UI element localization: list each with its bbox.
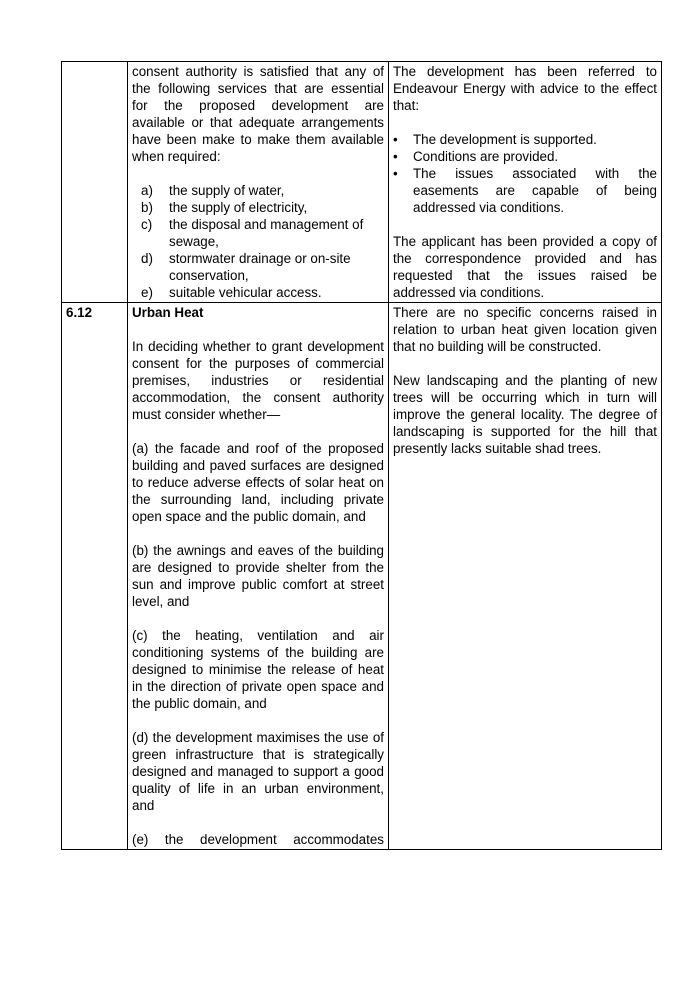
comment-cell (389, 303, 662, 850)
comment-bullets (393, 131, 657, 216)
comment-1: There are no specific concerns raised in relation to urban heat given location given that no building will be constructed. (393, 305, 657, 354)
clause-text-cell (128, 62, 389, 303)
list-item: a) the supply of water, (141, 183, 285, 198)
comment-2: New landscaping and the planting of new trees will be occurring which in turn will improve the general locality. The degree of landscaping is supported for the hill that presently lacks suitable shad trees. (393, 373, 657, 456)
comment-intro: The development has been referred to Endeavour Energy with advice to the effect that: (393, 64, 657, 113)
list-item: b) the supply of electricity, (141, 200, 308, 215)
list-item: • The development is supported. (393, 132, 597, 147)
comment-cell (389, 62, 662, 303)
bullet-icon: • (393, 132, 398, 147)
list-item: d) stormwater drainage or on-site conservation, (141, 251, 351, 283)
paragraph-a: (a) the facade and roof of the proposed building and paved surfaces are designed to reduce adverse effects of solar heat on the surrounding land, including private open space and the public domain, and (132, 441, 384, 524)
paragraph-b: (b) the awnings and eaves of the building are designed to provide shelter from the sun and improve public comfort at street level, and (132, 543, 384, 609)
bullet-icon: • (393, 166, 398, 181)
table-row (62, 303, 662, 850)
bullet-icon: • (393, 149, 398, 164)
list-item: • Conditions are provided. (393, 149, 559, 164)
clause-number-cell (62, 62, 128, 303)
clause-text-cell (128, 303, 389, 850)
services-list (132, 182, 384, 301)
clause-intro: In deciding whether to grant development consent for the purposes of commercial premises, industries or residential accommodation, the consent authority must consider whether— (132, 339, 384, 422)
paragraph-c: (c) the heating, ventilation and air conditioning systems of the building are designed to minimise the release of heat in the direction of private open space and the public domain, and (132, 628, 384, 711)
table-row (62, 62, 662, 303)
compliance-table (61, 61, 662, 850)
paragraph-e: (e) the development accommodates (132, 832, 384, 847)
list-item: c) the disposal and management of sewage, (141, 217, 364, 249)
clause-text: consent authority is satisfied that any of the following services that are essential for the proposed development are available or that adequate arrangements have been make to make them available when required: (132, 64, 384, 164)
comment-closing: The applicant has been provided a copy of the correspondence provided and has requested that the issues raised be addressed via conditions. (393, 234, 657, 300)
paragraph-d: (d) the development maximises the use of green infrastructure that is strategically designed and managed to support a good quality of life in an urban environment, and (132, 730, 384, 813)
list-item: e) suitable vehicular access. (141, 285, 322, 300)
list-item: • The issues associated with the easements are capable of being addressed via conditions. (393, 166, 657, 215)
clause-number: 6.12 (62, 303, 128, 850)
clause-heading: Urban Heat (132, 305, 204, 320)
